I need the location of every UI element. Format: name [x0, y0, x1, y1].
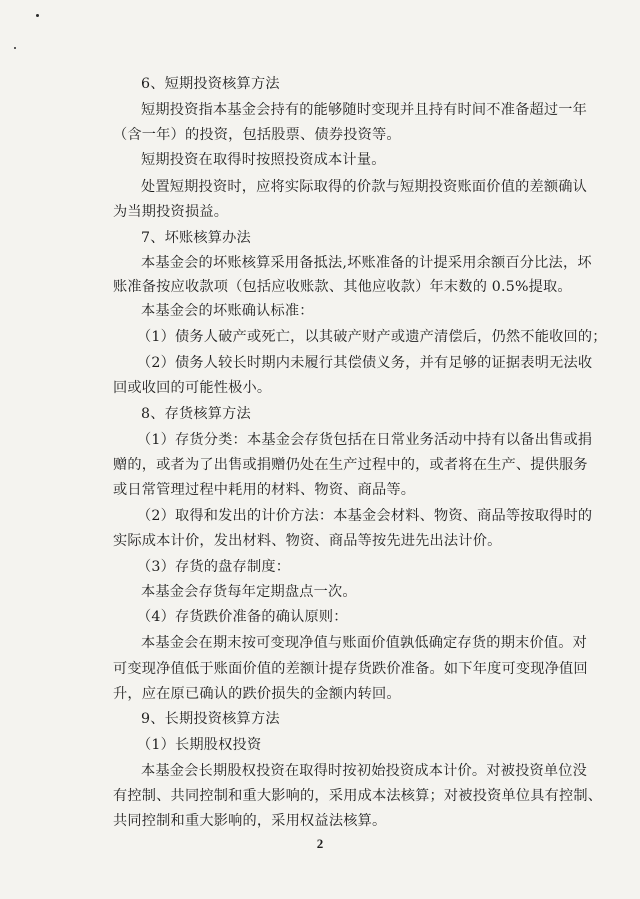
- paragraph-line: 本基金会存货每年定期盘点一次。: [141, 584, 357, 600]
- paragraph-line: 可变现净值低于账面价值的差额计提存货跌价准备。如下年度可变现净值回: [113, 661, 588, 677]
- paragraph-line: （含一年）的投资，包括股票、债券投资等。: [113, 127, 401, 143]
- section-heading-7: 7、坏账核算办法: [141, 230, 251, 246]
- paragraph-line: 实际成本计价，发出材料、物资、商品等按先进先出法计价。: [113, 533, 502, 549]
- paragraph-line: 或日常管理过程中耗用的材料、物资、商品等。: [113, 482, 416, 498]
- paragraph-line: 本基金会的坏账核算采用备抵法,坏账准备的计提采用余额百分比法，坏: [141, 255, 592, 271]
- scan-speck: [14, 47, 16, 49]
- paragraph-line: 回或收回的可能性极小。: [113, 380, 272, 396]
- paragraph-line: 短期投资在取得时按照投资成本计量。: [141, 152, 386, 168]
- paragraph-line: （4）存货跌价准备的确认原则：: [137, 609, 348, 625]
- paragraph-line: （2）取得和发出的计价方法：本基金会材料、物资、商品等按取得时的: [137, 508, 593, 524]
- page-number: 2: [316, 836, 324, 851]
- section-heading-9: 9、长期投资核算方法: [141, 711, 280, 727]
- paragraph-line: 本基金会在期末按可变现净值与账面价值孰低确定存货的期末价值。对: [141, 635, 588, 651]
- paragraph-line: （1）长期股权投资: [137, 737, 262, 753]
- paragraph-line: 有控制、共同控制和重大影响的，采用成本法核算；对被投资单位具有控制、: [113, 788, 603, 804]
- paragraph-line: （3）存货的盘存制度：: [137, 559, 291, 575]
- paragraph-line: （2）债务人较长时期内未履行其偿债义务，并有足够的证据表明无法收: [137, 355, 593, 371]
- paragraph-line: 本基金会长期股权投资在取得时按初始投资成本计价。对被投资单位没: [141, 763, 588, 779]
- section-heading-8: 8、存货核算方法: [141, 406, 251, 422]
- paragraph-line: 短期投资指本基金会持有的能够随时变现并且持有时间不准备超过一年: [141, 102, 588, 118]
- paragraph-line: 处置短期投资时，应将实际取得的价款与短期投资账面价值的差额确认: [141, 179, 588, 195]
- section-heading-6: 6、短期投资核算方法: [141, 76, 280, 92]
- paragraph-line: 本基金会的坏账确认标准：: [141, 303, 314, 319]
- paragraph-line: （1）存货分类：本基金会存货包括在日常业务活动中持有以备出售或捐: [137, 432, 593, 448]
- scan-speck: [36, 14, 39, 17]
- paragraph-line: 升，应在原已确认的跌价损失的金额内转回。: [113, 686, 401, 702]
- paragraph-line: 赠的，或者为了出售或捐赠仍处在生产过程中的，或者将在生产、提供服务: [113, 457, 588, 473]
- paragraph-line: 为当期投资损益。: [113, 204, 229, 220]
- paragraph-line: 账准备按应收款项（包括应收账款、其他应收款）年末数的 0.5%提取。: [113, 279, 572, 295]
- paragraph-line: （1）债务人破产或死亡，以其破产财产或遗产清偿后，仍然不能收回的；: [137, 329, 607, 345]
- paragraph-line: 共同控制和重大影响的，采用权益法核算。: [113, 813, 387, 829]
